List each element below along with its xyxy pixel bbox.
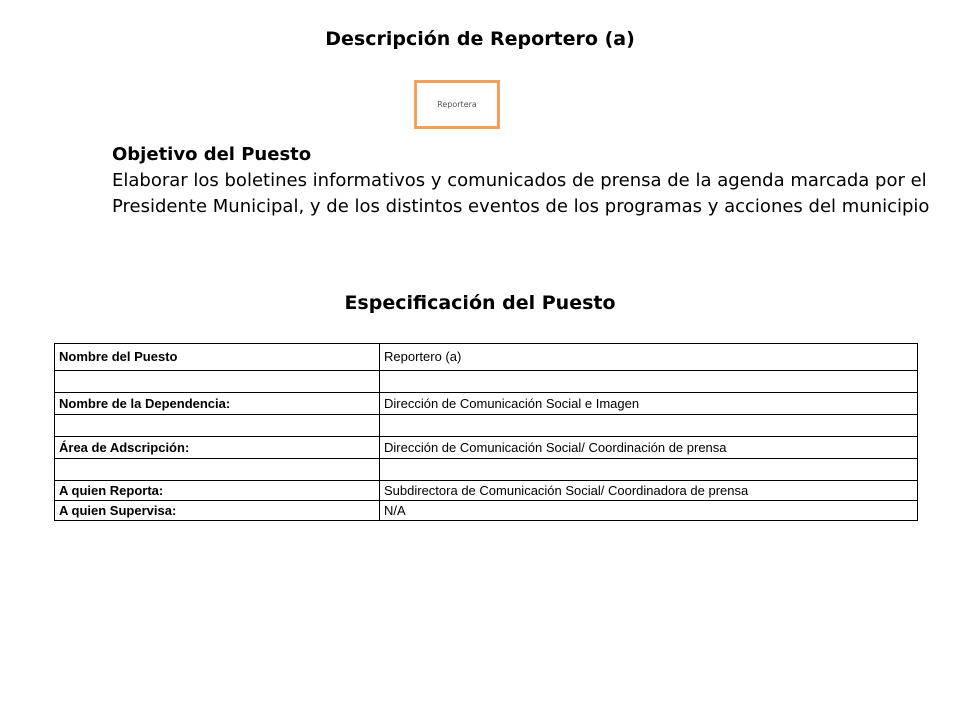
row-value: N/A <box>380 501 918 521</box>
table-row <box>55 344 918 371</box>
row-label: Nombre de la Dependencia: <box>55 393 380 415</box>
objective-section <box>112 142 932 220</box>
row-label: Área de Adscripción: <box>55 437 380 459</box>
row-value: Reportero (a) <box>380 344 918 371</box>
specification-table <box>54 343 918 521</box>
table-row <box>55 481 918 501</box>
table-row <box>55 459 918 481</box>
objective-text: Elaborar los boletines informativos y comunicados de prensa de la agenda marcada por el Presidente Municipal, y de los distintos eventos de los programas y acciones del municipio <box>112 170 930 217</box>
page-title: Descripción de Reportero (a) <box>325 28 635 50</box>
row-label: A quien Reporta: <box>55 481 380 501</box>
table-row <box>55 501 918 521</box>
row-label: A quien Supervisa: <box>55 501 380 521</box>
row-label <box>55 371 380 393</box>
org-chart-box <box>414 80 500 129</box>
specification-title: Especificación del Puesto <box>344 292 616 314</box>
table-row <box>55 415 918 437</box>
row-value: Dirección de Comunicación Social/ Coordinación de prensa <box>380 437 918 459</box>
table-row <box>55 371 918 393</box>
table-row <box>55 393 918 415</box>
row-label <box>55 415 380 437</box>
table-row <box>55 437 918 459</box>
row-value: Dirección de Comunicación Social e Imagen <box>380 393 918 415</box>
row-value <box>380 459 918 481</box>
row-value <box>380 415 918 437</box>
row-label: Nombre del Puesto <box>55 344 380 371</box>
row-label <box>55 459 380 481</box>
row-value <box>380 371 918 393</box>
objective-heading: Objetivo del Puesto <box>112 144 312 165</box>
row-value: Subdirectora de Comunicación Social/ Coordinadora de prensa <box>380 481 918 501</box>
org-chart-box-label: Reportera <box>437 100 477 109</box>
